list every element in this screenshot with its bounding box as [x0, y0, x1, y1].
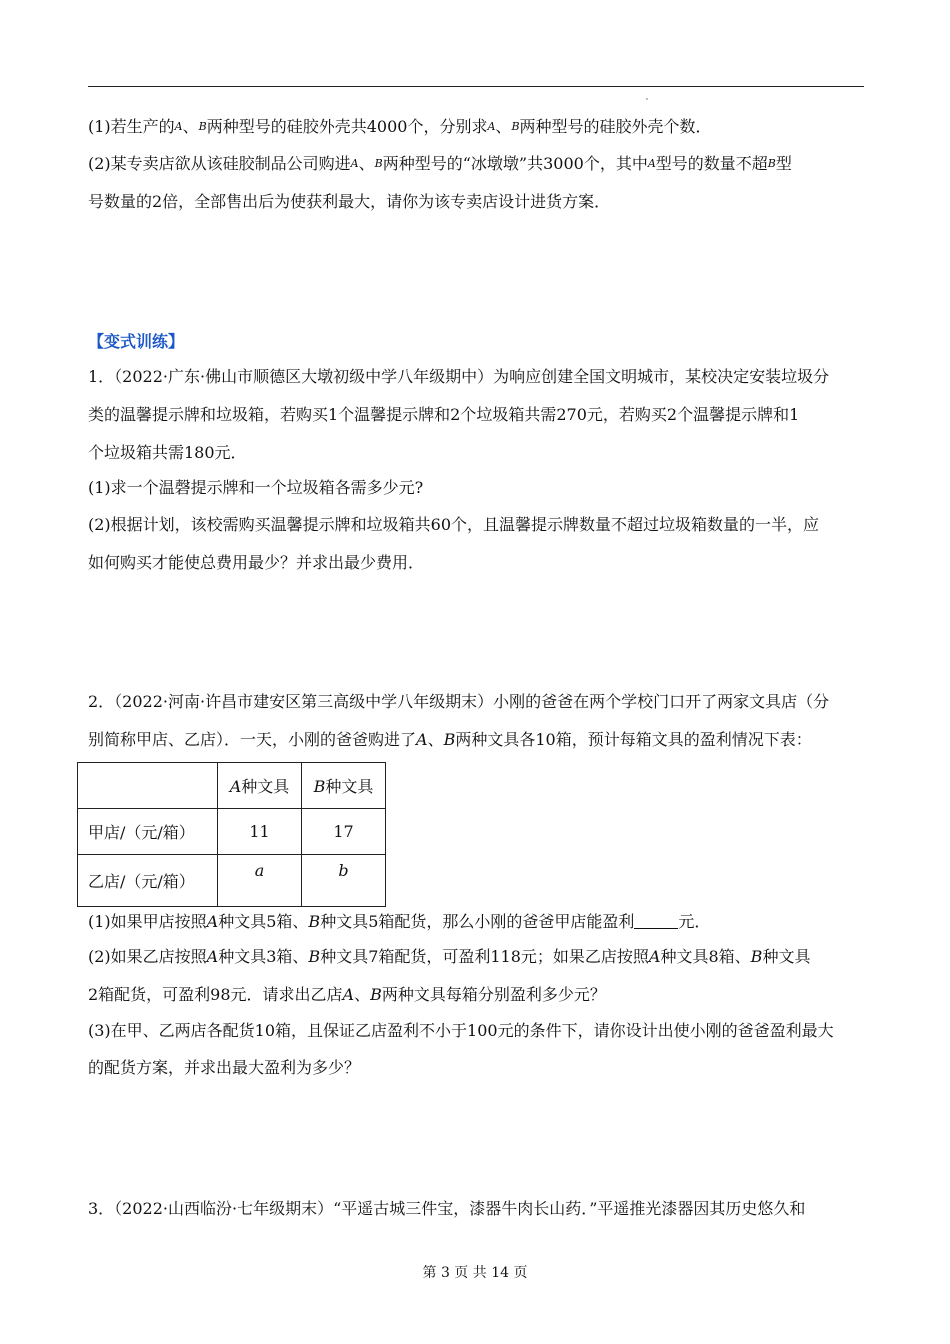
problem-2-question-2-line-1: (2)如果乙店按照A种文具3箱、B种文具7箱配货，可盈利118元；如果乙店按照A种文具8箱、B种文具	[88, 947, 811, 966]
header-rule	[88, 86, 864, 87]
answer-blank[interactable]	[634, 914, 678, 929]
table-row	[78, 855, 386, 907]
section-heading: 【变式训练】	[88, 332, 185, 351]
problem-1-question-2-line-2: 如何购买才能使总费用最少？并求出最少费用．	[88, 553, 425, 572]
table-header-row	[78, 763, 386, 809]
problem-2-question-3-line-2: 的配货方案，并求出最大盈利为多少？	[88, 1058, 361, 1077]
problem-3-line-1: 3．（2022·山西临汾·七年级期末）“平遥古城三件宝，漆器牛肉长山药．”平遥推光漆器因其历史悠久和	[88, 1199, 806, 1218]
problem-1-line-3: 个垃圾箱共需180元．	[88, 443, 247, 462]
table-row-label: 甲店/（元/箱）	[78, 809, 218, 855]
problem-1-line-1: 1．（2022·广东·佛山市顺德区大墩初级中学八年级期中）为响应创建全国文明城市，某校决定安装垃圾分	[88, 367, 830, 386]
problem-2-question-1: (1)如果甲店按照A种文具5箱、B种文具5箱配货，那么小刚的爸爸甲店能盈利 元．	[88, 912, 711, 931]
table-cell: b	[302, 855, 386, 907]
problem-2-question-2-line-2: 2箱配货，可盈利98元．请求出乙店A、B两种文具每箱分别盈利多少元？	[88, 985, 606, 1004]
table-corner-cell	[78, 763, 218, 809]
prev-question-1: (1)若生产的A、B两种型号的硅胶外壳共4000个，分别求A、B两种型号的硅胶外壳个数．	[88, 117, 712, 136]
prev-question-2-line-1: (2)某专卖店欲从该硅胶制品公司购进A、B两种型号的“冰墩墩”共3000个，其中A型号的数量不超B型	[88, 154, 792, 173]
header-mark	[646, 98, 648, 100]
profit-table	[77, 762, 386, 907]
problem-2-line-1: 2．（2022·河南·许昌市建安区第三高级中学八年级期末）小刚的爸爸在两个学校门口开了两家文具店（分	[88, 692, 830, 711]
table-row-label: 乙店/（元/箱）	[78, 855, 218, 907]
table-cell: 11	[218, 809, 302, 855]
table-header-a: A种文具	[218, 763, 302, 809]
table-cell: 17	[302, 809, 386, 855]
problem-1-question-2-line-1: (2)根据计划，该校需购买温馨提示牌和垃圾箱共60个，且温馨提示牌数量不超过垃圾箱数量的一半，应	[88, 515, 820, 534]
table-row	[78, 809, 386, 855]
problem-2-line-2: 别简称甲店、乙店）．一天，小刚的爸爸购进了A、B两种文具各10箱，预计每箱文具的盈利情况下表：	[88, 730, 812, 749]
problem-1-line-2: 类的温馨提示牌和垃圾箱，若购买1个温馨提示牌和2个垃圾箱共需270元，若购买2个温馨提示牌和1	[88, 405, 800, 424]
table-cell: a	[218, 855, 302, 907]
table-header-b: B种文具	[302, 763, 386, 809]
problem-2-question-3-line-1: (3)在甲、乙两店各配货10箱，且保证乙店盈利不小于100元的条件下，请你设计出使小刚的爸爸盈利最大	[88, 1021, 834, 1040]
problem-1-question-1: (1)求一个温磬提示牌和一个垃圾箱各需多少元?	[88, 478, 424, 497]
prev-question-2-line-2: 号数量的2倍，全部售出后为使获利最大，请你为该专卖店设计进货方案．	[88, 192, 611, 211]
page-footer: 第 3 页 共 14 页	[422, 1265, 528, 1281]
